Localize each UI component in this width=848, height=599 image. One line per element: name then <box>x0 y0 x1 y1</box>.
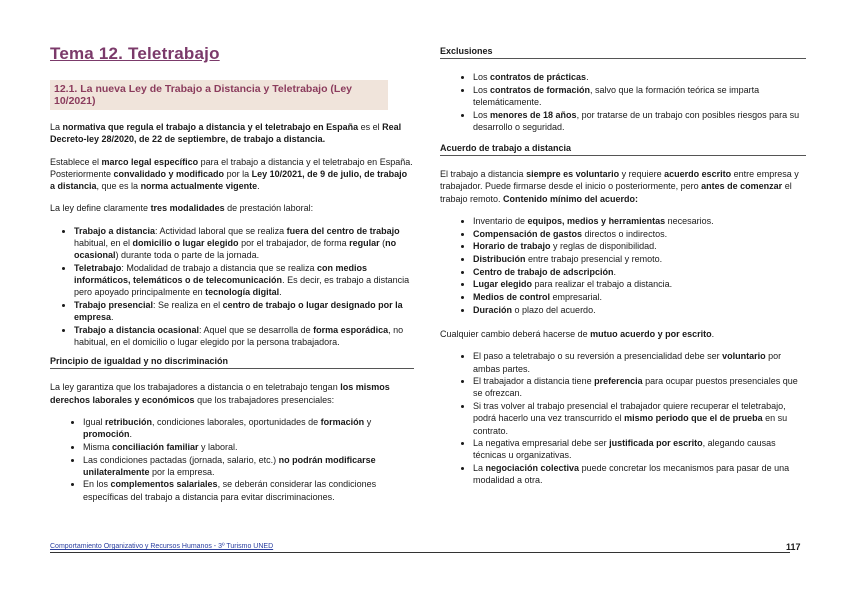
igualdad-list <box>50 416 414 503</box>
bold-text: conciliación familiar <box>112 441 199 452</box>
bold-text: regular <box>349 237 380 248</box>
chapter-title: Tema 12. Teletrabajo <box>50 44 220 63</box>
text-run: o plazo del acuerdo. <box>512 304 596 315</box>
bold-text: Trabajo presencial <box>74 300 154 310</box>
intro-paragraph-2 <box>50 156 414 193</box>
intro-paragraph-1 <box>50 121 414 146</box>
list-item <box>83 416 414 440</box>
text-run: . Es decir, es trabajo a distancia pero apoyado principalmente en <box>74 275 410 298</box>
text-run: empresarial. <box>550 292 603 303</box>
text-run: para realizar el trabajo a distancia. <box>532 279 673 290</box>
bold-text: fuera del centro de trabajo <box>286 225 400 236</box>
bold-text: con medios informáticos, telemáticos o de telecomunicación <box>74 262 367 286</box>
bold-text: negociación colectiva <box>485 463 580 474</box>
text-run: de prestación laboral: <box>224 203 314 214</box>
bold-text: contratos de prácticas <box>490 72 587 82</box>
modalidades-list <box>50 225 414 349</box>
bold-text: preferencia <box>594 376 643 387</box>
text-run: . <box>257 181 260 192</box>
list-item <box>473 350 806 374</box>
list-item <box>473 109 806 133</box>
text-run: . <box>613 266 617 277</box>
text-run: y reglas de disponibilidad. <box>550 241 657 252</box>
bold-text: voluntario <box>722 351 766 362</box>
list-item <box>473 266 806 278</box>
bold-text: menores de 18 años <box>490 109 577 120</box>
text-run: Misma <box>83 441 112 452</box>
bold-text: siempre es voluntario <box>526 169 620 180</box>
text-run: por el trabajador, de forma <box>238 237 350 248</box>
bold-text: Trabajo a distancia ocasional <box>74 324 200 335</box>
text-run: para ocupar puestos presenciales que se ofrezcan. <box>473 376 798 399</box>
text-run: La ley garantiza que los trabajadores a distancia o en teletrabajo tengan <box>50 382 341 393</box>
text-run: necesarios. <box>665 215 714 226</box>
list-item <box>74 225 414 262</box>
text-run: : Actividad laboral que se realiza <box>155 225 287 236</box>
bold-text: tres modalidades <box>150 203 225 214</box>
text-run: y laboral. <box>198 441 238 452</box>
text-run: para el trabajo a distancia y el teletrabajo en España. Posteriormente <box>50 156 413 179</box>
text-run: . <box>129 429 133 440</box>
bold-text: Medios de control <box>473 292 551 303</box>
list-item <box>83 478 414 502</box>
bold-text: Lugar elegido <box>473 279 533 290</box>
bold-text: Duración <box>473 304 513 315</box>
bold-text: promoción <box>83 429 130 440</box>
text-run: puede concretar los mecanismos para pasar de una modalidad a otra. <box>473 463 790 486</box>
list-item <box>473 304 806 316</box>
list-item <box>473 462 806 486</box>
text-run: Cualquier cambio deberá hacerse de <box>440 329 591 340</box>
bold-text: Compensación de gastos <box>473 228 583 239</box>
text-run: En los <box>83 479 111 490</box>
bold-text: norma actualmente vigente <box>140 181 258 192</box>
page-number: 117 <box>786 542 801 552</box>
text-run: y requiere <box>619 169 665 180</box>
text-run: entre trabajo presencial y remoto. <box>525 254 663 265</box>
text-run: El trabajo a distancia <box>440 169 527 180</box>
bold-text: forma esporádica <box>313 324 389 335</box>
text-run: Los <box>473 109 491 120</box>
bold-text: justificada por escrito <box>609 438 703 449</box>
text-run: habitual, en el <box>74 237 133 248</box>
text-run: , que es la <box>96 181 141 192</box>
footer-link[interactable]: Comportamiento Organizativo y Recursos Humanos - 3º Turismo UNED <box>50 543 274 550</box>
text-run: , alegando causas técnicas u organizativas. <box>473 438 776 461</box>
bold-text: Contenido mínimo del acuerdo: <box>503 193 639 204</box>
text-run: , salvo que la formación teórica se imparta telemáticamente. <box>473 84 760 107</box>
list-item <box>473 278 806 290</box>
text-run: , condiciones laborales, oportunidades de <box>152 416 321 427</box>
list-item <box>473 253 806 265</box>
igualdad-heading: Principio de igualdad y no discriminación <box>50 356 414 369</box>
list-item <box>473 215 806 227</box>
bold-text: Teletrabajo <box>74 262 122 273</box>
left-column <box>50 44 414 511</box>
bold-text: convalidado y modificado <box>113 168 225 179</box>
bold-text: retribución <box>105 416 153 427</box>
bold-text: Real Decreto-ley 28/2020, de 22 de septiembre, de trabajo a distancia. <box>50 122 402 145</box>
text-run: por la <box>224 168 252 179</box>
cambio-paragraph <box>440 328 806 340</box>
bold-text: Ley 10/2021, de 9 de julio, de trabajo a distancia <box>50 168 408 192</box>
text-run: , no habitual, en el domicilio o lugar elegido por la persona trabajadora. <box>74 324 404 348</box>
text-run: entre empresa y trabajador. Puede firmarse desde el inicio o posteriormente, pero <box>440 169 799 192</box>
list-item <box>473 375 806 399</box>
text-run: . <box>711 329 715 340</box>
text-run: Inventario de <box>473 215 528 226</box>
text-run: Los <box>473 84 491 95</box>
bold-text: centro de trabajo o lugar designado por la empresa <box>74 300 403 323</box>
acuerdo-heading: Acuerdo de trabajo a distancia <box>440 143 806 156</box>
list-item <box>83 441 414 453</box>
right-column <box>440 44 806 499</box>
text-run: La <box>50 122 63 132</box>
list-item <box>473 291 806 303</box>
bold-text: acuerdo escrito <box>664 169 732 180</box>
text-run: Igual <box>83 416 106 427</box>
bold-text: complementos salariales <box>110 479 218 490</box>
intro-paragraph-3 <box>50 202 414 214</box>
cambio-list <box>440 350 806 486</box>
bold-text: Distribución <box>473 254 526 265</box>
list-item <box>74 262 414 299</box>
exclusiones-heading: Exclusiones <box>440 46 806 59</box>
list-item <box>74 324 414 348</box>
bold-text: antes de comenzar <box>701 181 783 192</box>
list-item <box>473 240 806 252</box>
text-run: El paso a teletrabajo o su reversión a presencialidad debe ser <box>473 351 723 362</box>
text-run: ( <box>379 237 386 248</box>
bold-text: contratos de formación <box>490 84 591 95</box>
text-run: El trabajador a distancia tiene <box>473 376 595 387</box>
section-title: 12.1. La nueva Ley de Trabajo a Distancia y Teletrabajo (Ley 10/2021) <box>50 80 388 110</box>
acuerdo-list <box>440 215 806 316</box>
text-run: y <box>364 416 372 427</box>
acuerdo-paragraph <box>440 168 806 205</box>
list-item <box>83 454 414 478</box>
text-run: La <box>473 463 486 474</box>
bold-text: mismo periodo que el de prueba <box>624 413 763 424</box>
text-run: por la empresa. <box>149 466 215 477</box>
list-item <box>473 71 806 83</box>
list-item <box>473 228 806 240</box>
text-run: que los trabajadores presenciales: <box>194 394 335 405</box>
text-run: por ambas partes. <box>473 351 782 374</box>
bold-text: formación <box>320 416 365 427</box>
bold-text: los mismos derechos laborales y económicos <box>50 382 390 405</box>
exclusiones-list <box>440 71 806 133</box>
text-run: . <box>279 287 282 298</box>
text-run: es el <box>358 122 383 132</box>
bold-text: Trabajo a distancia <box>74 225 156 236</box>
list-item <box>74 299 414 323</box>
bold-text: no podrán modificarse unilateralmente <box>83 454 376 477</box>
text-run: Los <box>473 72 491 82</box>
list-item <box>473 437 806 461</box>
bold-text: Horario de trabajo <box>473 241 551 252</box>
text-run: , por tratarse de un trabajo con posibles riesgos para su desarrollo o seguridad. <box>473 109 800 132</box>
footer-divider <box>50 552 790 553</box>
list-item <box>473 84 806 108</box>
text-run: Establece el <box>50 156 102 167</box>
bold-text: equipos, medios y herramientas <box>527 215 666 226</box>
text-run: en su contrato. <box>473 413 788 436</box>
bold-text: normativa que regula el trabajo a distancia y el teletrabajo en España <box>62 122 359 132</box>
text-run: . <box>586 72 589 82</box>
bold-text: domicilio o lugar elegido <box>132 237 239 248</box>
text-run: , se deberán considerar las condiciones específicas del trabajo a distancia para evitar discriminaciones. <box>83 479 377 502</box>
text-run: Si tras volver al trabajo presencial el trabajador quiere recuperar el teletrabajo, podrá hacerlo una vez transcurrido el <box>473 401 786 424</box>
text-run: directos o indirectos. <box>582 228 668 239</box>
text-run: ) durante toda o parte de la jornada. <box>115 250 260 261</box>
bold-text: no ocasional <box>74 237 397 261</box>
text-run: el trabajo remoto. <box>440 181 792 204</box>
text-run: : Se realiza en el <box>153 300 223 310</box>
bold-text: Centro de trabajo de adscripción <box>473 266 614 277</box>
igualdad-paragraph <box>50 381 414 406</box>
text-run: . <box>111 312 114 323</box>
list-item <box>473 400 806 437</box>
text-run: Las condiciones pactadas (jornada, salario, etc.) <box>83 454 279 465</box>
text-run: La ley define claramente <box>50 203 151 214</box>
text-run: : Aquel que se desarrolla de <box>199 324 314 335</box>
bold-text: marco legal específico <box>101 156 199 167</box>
text-run: : Modalidad de trabajo a distancia que se realiza <box>121 262 317 273</box>
bold-text: mutuo acuerdo y por escrito <box>590 329 712 340</box>
bold-text: tecnología digital <box>205 287 280 298</box>
text-run: La negativa empresarial debe ser <box>473 438 610 449</box>
